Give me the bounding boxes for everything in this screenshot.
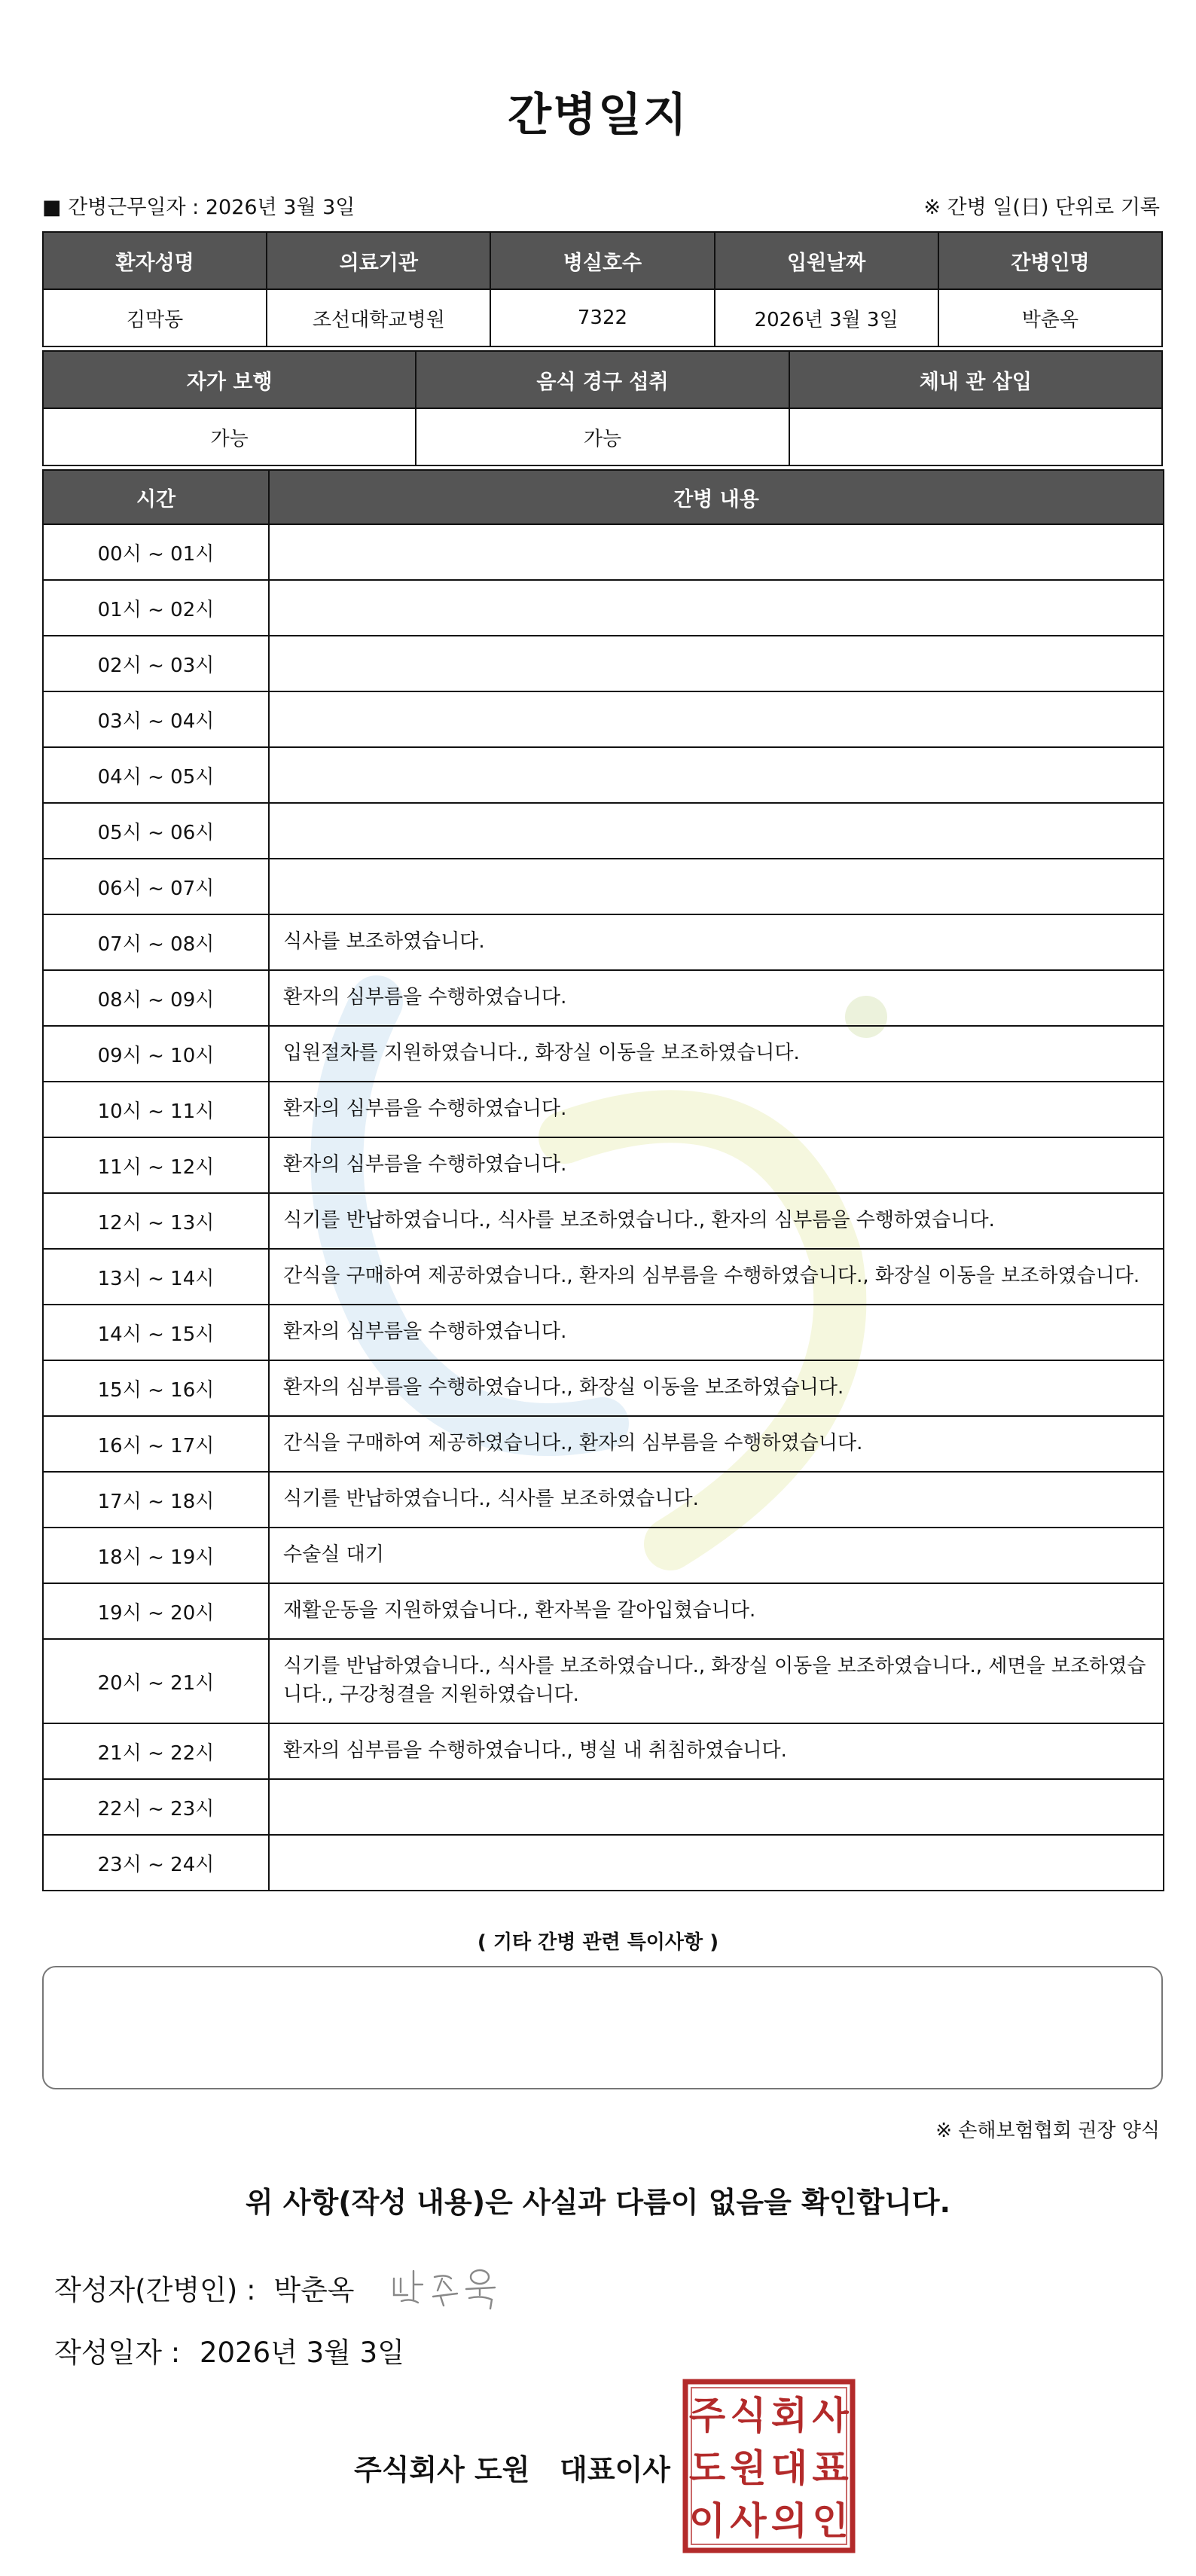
care-log-row bbox=[43, 1082, 1164, 1137]
care-log-time: 23시 ~ 24시 bbox=[43, 1835, 269, 1891]
header-patient-name: 환자성명 bbox=[43, 232, 267, 289]
care-log-row bbox=[43, 1779, 1164, 1835]
care-log-content bbox=[269, 859, 1164, 914]
header-caregiver-name: 간병인명 bbox=[938, 232, 1162, 289]
care-log-time: 08시 ~ 09시 bbox=[43, 970, 269, 1026]
care-log-content: 환자의 심부름을 수행하였습니다. bbox=[269, 970, 1164, 1026]
writer-line bbox=[54, 2267, 355, 2308]
oral-intake: 가능 bbox=[416, 408, 789, 465]
care-log-time: 14시 ~ 15시 bbox=[43, 1305, 269, 1360]
care-log-row bbox=[43, 1249, 1164, 1305]
care-log-time: 21시 ~ 22시 bbox=[43, 1723, 269, 1779]
care-log-time: 11시 ~ 12시 bbox=[43, 1137, 269, 1193]
seal-character: 표 bbox=[812, 2446, 849, 2490]
care-log-content bbox=[269, 691, 1164, 747]
care-log-time: 03시 ~ 04시 bbox=[43, 691, 269, 747]
care-log-header-row bbox=[43, 470, 1164, 524]
written-date-value: 2026년 3월 3일 bbox=[199, 2336, 404, 2369]
patient-info-header-row bbox=[43, 232, 1162, 289]
caregiver-name: 박춘옥 bbox=[938, 289, 1162, 346]
care-log-time: 15시 ~ 16시 bbox=[43, 1360, 269, 1416]
header-oral-intake: 음식 경구 섭취 bbox=[416, 351, 789, 408]
seal-character: 대 bbox=[770, 2446, 808, 2490]
care-log-time: 19시 ~ 20시 bbox=[43, 1583, 269, 1639]
written-date-label: 작성일자 : bbox=[54, 2336, 181, 2369]
seal-character: 사 bbox=[730, 2499, 767, 2543]
header-self-walking: 자가 보행 bbox=[43, 351, 416, 408]
care-log-content bbox=[269, 1835, 1164, 1891]
self-walking: 가능 bbox=[43, 408, 416, 465]
care-log-time: 18시 ~ 19시 bbox=[43, 1528, 269, 1583]
header-room-number: 병실호수 bbox=[490, 232, 714, 289]
care-log-content: 환자의 심부름을 수행하였습니다. bbox=[269, 1137, 1164, 1193]
seal-character: 식 bbox=[730, 2394, 767, 2437]
unit-note: ※ 간병 일(日) 단위로 기록 bbox=[923, 196, 1160, 219]
header-admission-date: 입원날짜 bbox=[715, 232, 938, 289]
notes-box bbox=[42, 1966, 1163, 2089]
care-log-time: 02시 ~ 03시 bbox=[43, 636, 269, 691]
care-log-time: 00시 ~ 01시 bbox=[43, 524, 269, 580]
care-log-content: 환자의 심부름을 수행하였습니다., 화장실 이동을 보조하였습니다. bbox=[269, 1360, 1164, 1416]
header-care-content: 간병 내용 bbox=[269, 470, 1164, 524]
care-log-row bbox=[43, 1723, 1164, 1779]
seal-character: 이 bbox=[688, 2499, 726, 2543]
care-log-content: 환자의 심부름을 수행하였습니다., 병실 내 취침하였습니다. bbox=[269, 1723, 1164, 1779]
care-log-content bbox=[269, 580, 1164, 636]
care-log-content: 환자의 심부름을 수행하였습니다. bbox=[269, 1082, 1164, 1137]
care-log-row bbox=[43, 803, 1164, 859]
care-log-content bbox=[269, 636, 1164, 691]
care-log-content bbox=[269, 1779, 1164, 1835]
patient-condition-table bbox=[42, 350, 1163, 466]
company-seal-stamp bbox=[682, 2379, 856, 2553]
care-log-content: 재활운동을 지원하였습니다., 환자복을 갈아입혔습니다. bbox=[269, 1583, 1164, 1639]
care-log-time: 13시 ~ 14시 bbox=[43, 1249, 269, 1305]
care-log-content bbox=[269, 524, 1164, 580]
care-log-row bbox=[43, 1528, 1164, 1583]
care-log-row bbox=[43, 1472, 1164, 1528]
care-log-content: 식기를 반납하였습니다., 식사를 보조하였습니다., 화장실 이동을 보조하였습니다., 세면을 보조하였습니다., 구강청결을 지원하였습니다. bbox=[269, 1639, 1164, 1723]
care-log-time: 16시 ~ 17시 bbox=[43, 1416, 269, 1472]
notes-title: ( 기타 간병 관련 특이사항 ) bbox=[477, 1931, 719, 1954]
writer-label: 작성자(간병인) : bbox=[54, 2274, 256, 2306]
care-log-row bbox=[43, 1639, 1164, 1723]
hospital: 조선대학교병원 bbox=[267, 289, 490, 346]
header-hospital: 의료기관 bbox=[267, 232, 490, 289]
care-log-time: 01시 ~ 02시 bbox=[43, 580, 269, 636]
seal-character: 의 bbox=[770, 2499, 808, 2543]
care-log-content: 식기를 반납하였습니다., 식사를 보조하였습니다., 환자의 심부름을 수행하였습니다. bbox=[269, 1193, 1164, 1249]
condition-value-row bbox=[43, 408, 1162, 465]
care-log-row bbox=[43, 1193, 1164, 1249]
care-log-row bbox=[43, 1360, 1164, 1416]
handwritten-signature bbox=[388, 2256, 508, 2316]
header-tube-insertion: 체내 관 삽입 bbox=[789, 351, 1162, 408]
care-log-time: 07시 ~ 08시 bbox=[43, 914, 269, 970]
care-log-content: 식기를 반납하였습니다., 식사를 보조하였습니다. bbox=[269, 1472, 1164, 1528]
care-log-row bbox=[43, 1026, 1164, 1082]
seal-character: 사 bbox=[812, 2394, 849, 2437]
care-log-row bbox=[43, 1305, 1164, 1360]
form-source: ※ 손해보험협회 권장 양식 bbox=[935, 2120, 1160, 2142]
care-log-row bbox=[43, 636, 1164, 691]
care-log-time: 12시 ~ 13시 bbox=[43, 1193, 269, 1249]
care-log-row bbox=[43, 1416, 1164, 1472]
seal-character: 원 bbox=[730, 2446, 767, 2490]
patient-name: 김막동 bbox=[43, 289, 267, 346]
care-log-time: 06시 ~ 07시 bbox=[43, 859, 269, 914]
care-log-row bbox=[43, 747, 1164, 803]
care-log-row bbox=[43, 580, 1164, 636]
care-log-content: 식사를 보조하였습니다. bbox=[269, 914, 1164, 970]
patient-info-value-row bbox=[43, 289, 1162, 346]
care-log-content: 간식을 구매하여 제공하였습니다., 환자의 심부름을 수행하였습니다. bbox=[269, 1416, 1164, 1472]
seal-character: 인 bbox=[812, 2499, 849, 2543]
care-log-row bbox=[43, 1835, 1164, 1891]
care-log-time: 05시 ~ 06시 bbox=[43, 803, 269, 859]
patient-info-table bbox=[42, 231, 1163, 347]
written-date bbox=[54, 2330, 404, 2370]
care-log-time: 04시 ~ 05시 bbox=[43, 747, 269, 803]
care-log-row bbox=[43, 859, 1164, 914]
seal-character: 주 bbox=[688, 2394, 726, 2437]
care-log-row bbox=[43, 524, 1164, 580]
care-log-content: 환자의 심부름을 수행하였습니다. bbox=[269, 1305, 1164, 1360]
care-log-time: 10시 ~ 11시 bbox=[43, 1082, 269, 1137]
care-log-content: 입원절차를 지원하였습니다., 화장실 이동을 보조하였습니다. bbox=[269, 1026, 1164, 1082]
care-log-content bbox=[269, 747, 1164, 803]
care-log-row bbox=[43, 970, 1164, 1026]
care-log-time: 22시 ~ 23시 bbox=[43, 1779, 269, 1835]
care-log-row bbox=[43, 691, 1164, 747]
care-log-time: 09시 ~ 10시 bbox=[43, 1026, 269, 1082]
care-log-time: 20시 ~ 21시 bbox=[43, 1639, 269, 1723]
care-log-table bbox=[42, 469, 1164, 1891]
header-time: 시간 bbox=[43, 470, 269, 524]
confirmation-statement: 위 사항(작성 내용)은 사실과 다름이 없음을 확인합니다. bbox=[245, 2186, 951, 2219]
room-number: 7322 bbox=[490, 289, 714, 346]
care-log-time: 17시 ~ 18시 bbox=[43, 1472, 269, 1528]
care-log-content: 간식을 구매하여 제공하였습니다., 환자의 심부름을 수행하였습니다., 화장실 이동을 보조하였습니다. bbox=[269, 1249, 1164, 1305]
care-log-row bbox=[43, 1137, 1164, 1193]
writer-name: 박춘옥 bbox=[273, 2274, 355, 2306]
admission-date: 2026년 3월 3일 bbox=[715, 289, 938, 346]
condition-header-row bbox=[43, 351, 1162, 408]
seal-character: 도 bbox=[688, 2446, 726, 2490]
tube-insertion bbox=[789, 408, 1162, 465]
care-log-content bbox=[269, 803, 1164, 859]
care-log-row bbox=[43, 914, 1164, 970]
care-log-content: 수술실 대기 bbox=[269, 1528, 1164, 1583]
care-log-row bbox=[43, 1583, 1164, 1639]
work-date: ■ 간병근무일자 : 2026년 3월 3일 bbox=[42, 196, 355, 219]
company-signoff: 주식회사 도원 대표이사 bbox=[354, 2453, 670, 2486]
document-title: 간병일지 bbox=[508, 89, 688, 142]
seal-character: 회 bbox=[770, 2394, 808, 2437]
